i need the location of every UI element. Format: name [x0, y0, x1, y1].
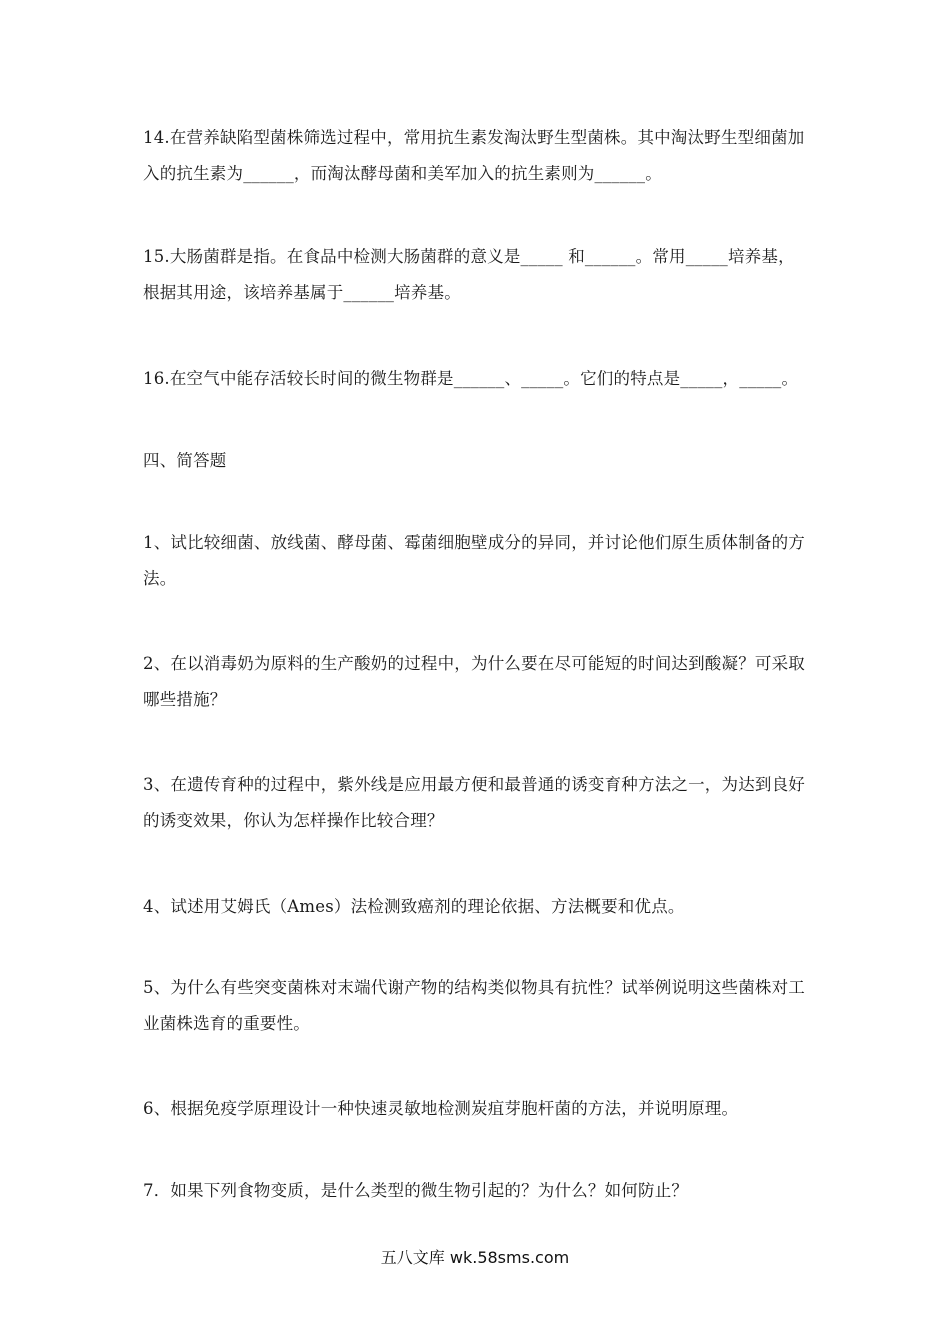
short-answer-5-line-2: 业菌株选育的重要性。 — [143, 1014, 310, 1033]
page-footer: 五八文库 wk.58sms.com — [380, 1248, 570, 1267]
short-answer-6 — [143, 1091, 813, 1127]
short-answer-4-line-1: 4、试述用艾姆氏（Ames）法检测致癌剂的理论依据、方法概要和优点。 — [143, 897, 685, 916]
short-answer-2-line-1: 2、在以消毒奶为原料的生产酸奶的过程中，为什么要在尽可能短的时间达到酸凝？可采取 — [143, 654, 805, 673]
short-answer-2 — [143, 646, 813, 718]
question-15-line-2: 根据其用途，该培养基属于______培养基。 — [143, 283, 461, 302]
short-answer-7-line-1: 7．如果下列食物变质，是什么类型的微生物引起的？为什么？如何防止？ — [143, 1181, 689, 1200]
short-answer-3-line-2: 的诱变效果，你认为怎样操作比较合理？ — [143, 811, 444, 830]
short-answer-2-line-2: 哪些措施？ — [143, 690, 227, 709]
short-answer-1-line-2: 法。 — [143, 569, 177, 588]
short-answer-1 — [143, 525, 813, 597]
section-heading-text: 四、简答题 — [143, 451, 227, 470]
short-answer-5-line-1: 5、为什么有些突变菌株对末端代谢产物的结构类似物具有抗性？试举例说明这些菌株对工 — [143, 978, 805, 997]
short-answer-7 — [143, 1173, 813, 1209]
short-answer-6-line-1: 6、根据免疫学原理设计一种快速灵敏地检测炭疽芽胞杆菌的方法，并说明原理。 — [143, 1099, 739, 1118]
question-16-line-1: 16.在空气中能存活较长时间的微生物群是______、_____。它们的特点是_____，_____。 — [143, 369, 799, 388]
question-15 — [143, 239, 813, 311]
short-answer-4 — [143, 889, 813, 925]
question-15-line-1: 15.大肠菌群是指。在食品中检测大肠菌群的意义是_____ 和______。常用_____培养基， — [143, 247, 795, 266]
short-answer-5 — [143, 970, 813, 1042]
question-14-line-2: 入的抗生素为______，而淘汰酵母菌和美军加入的抗生素则为______。 — [143, 164, 662, 183]
short-answer-3 — [143, 767, 813, 839]
short-answer-3-line-1: 3、在遗传育种的过程中，紫外线是应用最方便和最普通的诱变育种方法之一，为达到良好 — [143, 775, 805, 794]
question-14-line-1: 14.在营养缺陷型菌株筛选过程中，常用抗生素发淘汰野生型菌株。其中淘汰野生型细菌加 — [143, 128, 805, 147]
question-14 — [143, 120, 813, 192]
section-heading — [143, 443, 813, 479]
question-16 — [143, 361, 813, 397]
short-answer-1-line-1: 1、试比较细菌、放线菌、酵母菌、霉菌细胞壁成分的异同，并讨论他们原生质体制备的方 — [143, 533, 805, 552]
